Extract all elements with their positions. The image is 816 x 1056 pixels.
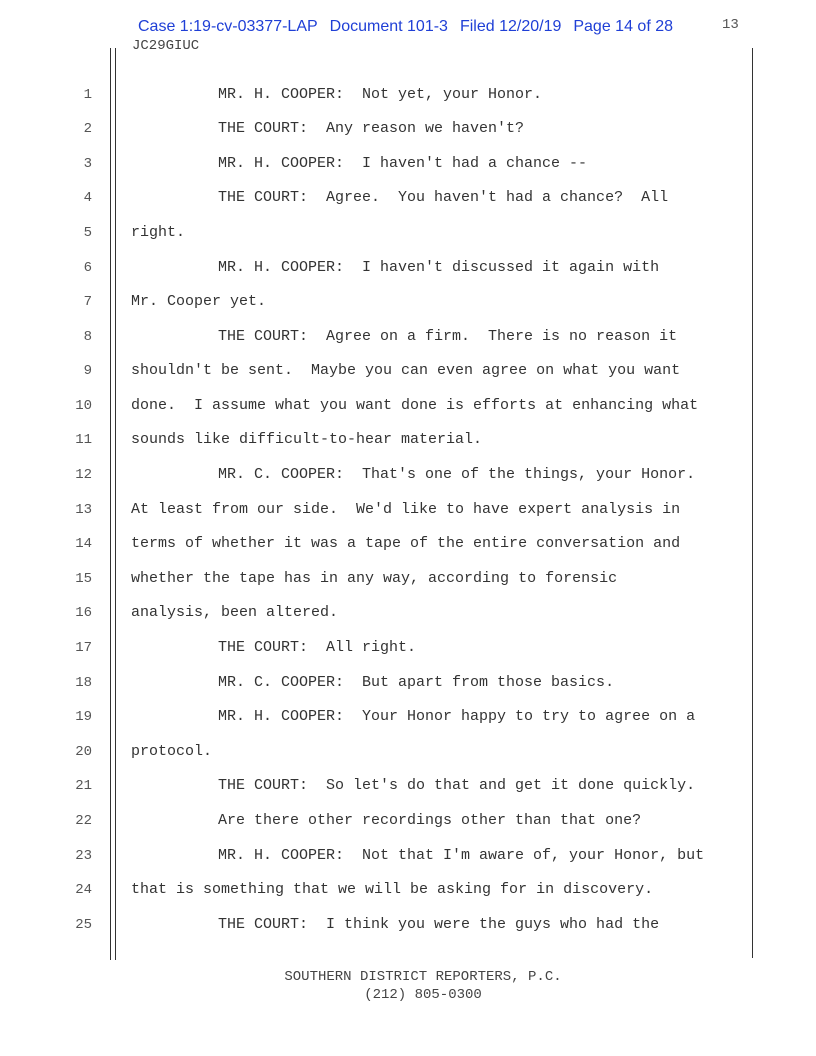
line-number: 6	[83, 260, 92, 276]
case-code: JC29GIUC	[132, 38, 200, 54]
transcript-line: THE COURT: So let's do that and get it done quickly.	[218, 777, 696, 794]
transcript-line: right.	[131, 224, 186, 241]
line-number: 13	[75, 502, 92, 518]
right-margin-rule	[752, 48, 753, 958]
transcript-line: that is something that we will be asking for in discovery.	[131, 881, 654, 898]
line-number: 1	[83, 87, 92, 103]
transcript-line: whether the tape has in any way, according to forensic	[131, 570, 618, 587]
line-number: 18	[75, 675, 92, 691]
case-number: Case 1:19-cv-03377-LAP	[138, 18, 318, 35]
transcript-line: analysis, been altered.	[131, 604, 339, 621]
transcript-line: At least from our side. We'd like to have expert analysis in	[131, 501, 681, 518]
transcript-line: THE COURT: Agree on a firm. There is no reason it	[218, 328, 678, 345]
line-number: 17	[75, 640, 92, 656]
transcript-line: MR. H. COOPER: I haven't had a chance --	[218, 155, 588, 172]
line-number: 20	[75, 744, 92, 760]
transcript-line: sounds like difficult-to-hear material.	[131, 431, 483, 448]
reporter-footer	[0, 968, 816, 1004]
line-number: 8	[83, 329, 92, 345]
line-number: 21	[75, 778, 92, 794]
transcript-line: done. I assume what you want done is efforts at enhancing what	[131, 397, 699, 414]
line-number: 7	[83, 294, 92, 310]
transcript-line: MR. C. COOPER: That's one of the things, your Honor.	[218, 466, 696, 483]
transcript-line: MR. H. COOPER: I haven't discussed it again with	[218, 259, 660, 276]
line-number: 15	[75, 571, 92, 587]
line-number: 2	[83, 121, 92, 137]
line-number: 24	[75, 882, 92, 898]
line-number: 25	[75, 917, 92, 933]
line-number: 12	[75, 467, 92, 483]
line-number: 19	[75, 709, 92, 725]
line-number: 5	[83, 225, 92, 241]
transcript-line: terms of whether it was a tape of the entire conversation and	[131, 535, 681, 552]
line-number: 14	[75, 536, 92, 552]
filing-stamp	[138, 18, 685, 36]
transcript-line: MR. C. COOPER: But apart from those basics.	[218, 674, 615, 691]
line-number: 4	[83, 190, 92, 206]
line-number: 9	[83, 363, 92, 379]
transcript-line: MR. H. COOPER: Not that I'm aware of, your Honor, but	[218, 847, 705, 864]
reporter-phone: (212) 805-0300	[364, 987, 482, 1003]
line-number: 3	[83, 156, 92, 172]
reporter-company: SOUTHERN DISTRICT REPORTERS, P.C.	[284, 969, 562, 985]
line-number: 16	[75, 605, 92, 621]
transcript-line: THE COURT: I think you were the guys who had the	[218, 916, 660, 933]
transcript-line: THE COURT: Agree. You haven't had a chance? All	[218, 189, 669, 206]
transcript-line: shouldn't be sent. Maybe you can even agree on what you want	[131, 362, 681, 379]
transcript-line: MR. H. COOPER: Your Honor happy to try to agree on a	[218, 708, 696, 725]
line-number: 10	[75, 398, 92, 414]
transcript-line: MR. H. COOPER: Not yet, your Honor.	[218, 86, 543, 103]
transcript-line: THE COURT: Any reason we haven't?	[218, 120, 525, 137]
left-margin-rule-inner	[115, 48, 116, 960]
line-number: 22	[75, 813, 92, 829]
document-number: Document 101-3	[329, 18, 448, 35]
transcript-line: THE COURT: All right.	[218, 639, 417, 656]
transcript-line: Mr. Cooper yet.	[131, 293, 267, 310]
line-number: 23	[75, 848, 92, 864]
left-margin-rule-outer	[110, 48, 111, 960]
transcript-page-number: 13	[722, 17, 739, 33]
filed-date: Filed 12/20/19	[459, 18, 562, 35]
line-number: 11	[75, 432, 92, 448]
page-of-total: Page 14 of 28	[573, 18, 673, 35]
transcript-line: protocol.	[131, 743, 213, 760]
transcript-line: Are there other recordings other than that one?	[218, 812, 642, 829]
